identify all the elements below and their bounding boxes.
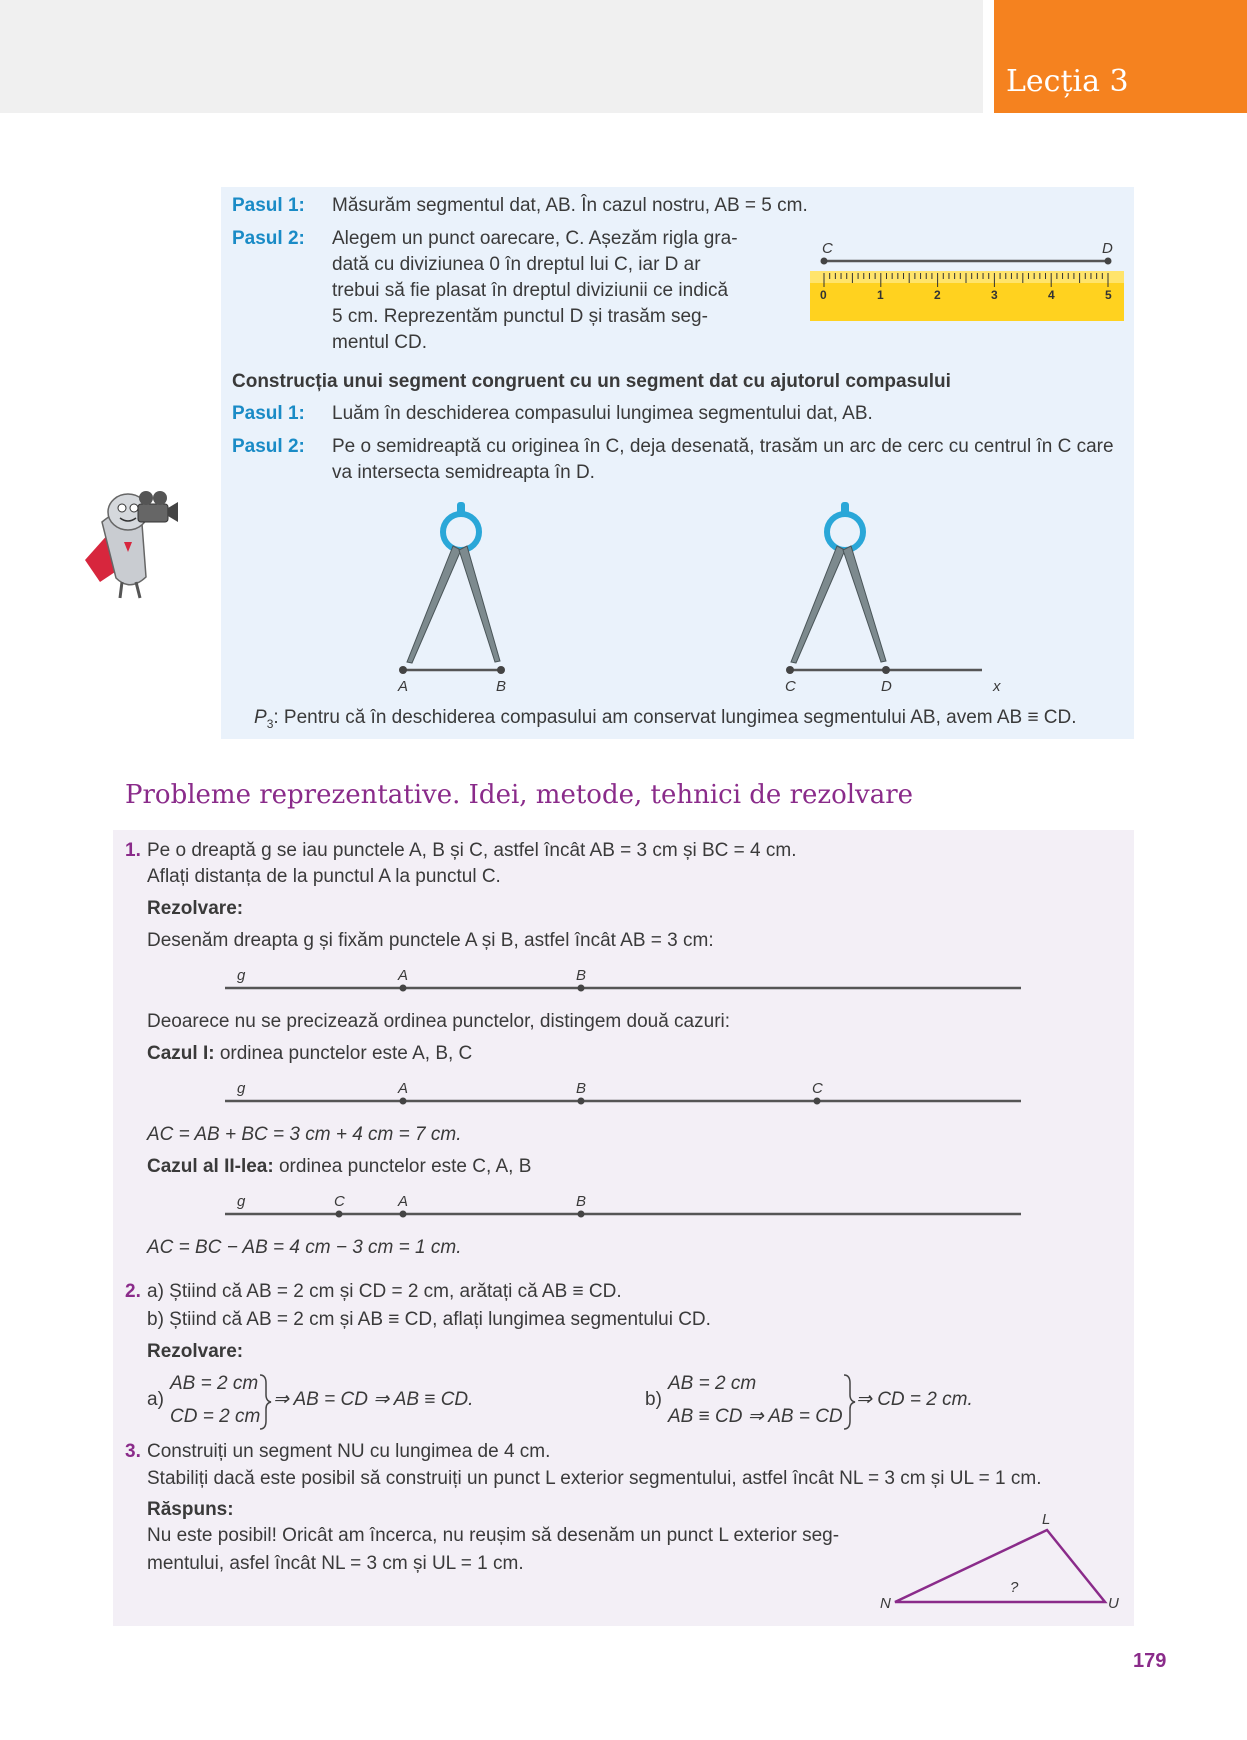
- case1-heading: [147, 1041, 472, 1067]
- compass-step2-line: Pe o semidreaptă cu originea în C, deja desenată, trasăm un arc de cerc cu centrul în C care: [332, 436, 1114, 457]
- case2-heading: [147, 1154, 531, 1180]
- line-b-label-a: A: [398, 1080, 409, 1097]
- ruler-tick-label: 0: [820, 288, 827, 302]
- sol-b-top: AB = 2 cm: [668, 1373, 757, 1394]
- problem3-answer-label: Răspuns:: [147, 1499, 234, 1520]
- case1-text: ordinea punctelor este A, B, C: [214, 1043, 473, 1064]
- compass-figure-ab: [395, 500, 535, 700]
- triangle-label-n: N: [880, 1595, 891, 1612]
- triangle-nul: [875, 1510, 1125, 1610]
- sol-a-result: ⇒ AB = CD ⇒ AB ≡ CD.: [273, 1389, 474, 1410]
- case2-result: AC = BC − AB = 4 cm − 3 cm = 1 cm.: [147, 1237, 462, 1258]
- problem1-line: Aflați distanța de la punctul A la punctul C.: [147, 866, 501, 887]
- step2-line: dată cu diviziunea 0 în dreptul lui C, iar D ar: [332, 254, 701, 275]
- case2-text: ordinea punctelor este C, A, B: [273, 1156, 532, 1177]
- triangle-label-u: U: [1108, 1595, 1119, 1612]
- line-b-label-b: B: [576, 1080, 587, 1097]
- line-c-label-b: B: [576, 1193, 587, 1210]
- sol-b-result: ⇒ CD = 2 cm.: [856, 1389, 973, 1410]
- sol-a-label: a): [147, 1389, 164, 1410]
- compass-figure-cd: [780, 500, 1020, 700]
- ruler-point-c: C: [822, 240, 833, 257]
- ruler-tick-label: 3: [991, 288, 998, 302]
- compass-section-title: Construcția unui segment congruent cu un segment dat cu ajutorul compasului: [232, 371, 951, 392]
- compass-step2-label: Pasul 2:: [232, 436, 305, 457]
- problem1-line: Pe o dreaptă g se iau punctele A, B și C, astfel încât AB = 3 cm și BC = 4 cm.: [147, 840, 797, 861]
- p3-text: : Pentru că în deschiderea compasului am conservat lungimea segmentului AB, avem AB ≡ CD.: [273, 707, 1077, 728]
- step1-text: Măsurăm segmentul dat, AB. În cazul nostru, AB = 5 cm.: [332, 195, 808, 216]
- problem1-draw-text: Desenăm dreapta g și fixăm punctele A și B, astfel încât AB = 3 cm:: [147, 930, 714, 951]
- p3-conclusion: [254, 705, 1077, 737]
- problem2-number: 2.: [125, 1281, 141, 1302]
- page-number: 179: [1133, 1650, 1167, 1672]
- step2-line: 5 cm. Reprezentăm punctul D și trasăm seg-: [332, 306, 708, 327]
- sol-a-brace: [258, 1373, 272, 1431]
- sol-b-label: b): [645, 1389, 662, 1410]
- case1-label: Cazul I:: [147, 1043, 215, 1064]
- line-a-label-g: g: [237, 967, 246, 984]
- problem3-line: Construiți un segment NU cu lungimea de 4 cm.: [147, 1441, 551, 1462]
- mascot-illustration: [80, 482, 190, 607]
- step2-line: Alegem un punct oarecare, C. Așezăm rigla gra-: [332, 228, 738, 249]
- problem3-answer-line: mentului, asfel încât NL = 3 cm și UL = 1 cm.: [147, 1553, 524, 1574]
- fig2-label-d: D: [881, 678, 892, 695]
- step1-label: Pasul 1:: [232, 195, 305, 216]
- problem2-line-a: a) Știind că AB = 2 cm și CD = 2 cm, arătați că AB ≡ CD.: [147, 1281, 622, 1302]
- ruler-tick-label: 1: [877, 288, 884, 302]
- lesson-title: Lecția 3: [1006, 64, 1129, 99]
- step2-line: mentul CD.: [332, 332, 428, 353]
- triangle-label-l: L: [1042, 1511, 1051, 1528]
- problem3-answer-line: Nu este posibil! Oricât am încerca, nu reușim să desenăm un punct L exterior seg-: [147, 1525, 840, 1546]
- compass-step1-label: Pasul 1:: [232, 403, 305, 424]
- line-g-abc: [225, 1077, 1025, 1107]
- line-a-label-a: A: [398, 967, 409, 984]
- fig2-label-c: C: [785, 678, 796, 695]
- ruler-tick-label: 4: [1048, 288, 1055, 302]
- line-c-label-a: A: [398, 1193, 409, 1210]
- line-c-label-c: C: [334, 1193, 345, 1210]
- ruler-figure: [810, 235, 1124, 325]
- case1-result: AC = AB + BC = 3 cm + 4 cm = 7 cm.: [147, 1124, 462, 1145]
- sol-a-bottom: CD = 2 cm: [170, 1406, 261, 1427]
- p3-label: P: [254, 707, 267, 728]
- fig1-label-b: B: [496, 678, 507, 695]
- line-c-label-g: g: [237, 1193, 246, 1210]
- problem2-line-b: b) Știind că AB = 2 cm și AB ≡ CD, aflați lungimea segmentului CD.: [147, 1309, 711, 1330]
- line-a-label-b: B: [576, 967, 587, 984]
- problem1-solution-label: Rezolvare:: [147, 898, 244, 919]
- fig1-label-a: A: [398, 678, 409, 695]
- compass-step1-text: Luăm în deschiderea compasului lungimea segmentului dat, AB.: [332, 403, 873, 424]
- section-title: Probleme reprezentative. Idei, metode, tehnici de rezolvare: [125, 780, 914, 810]
- triangle-question-mark: ?: [1010, 1579, 1019, 1596]
- line-g-ab: [225, 964, 1025, 994]
- step2-line: trebui să fie plasat în dreptul diviziunii ce indică: [332, 280, 729, 301]
- header-bar: [0, 0, 983, 113]
- sol-a-top: AB = 2 cm: [170, 1373, 259, 1394]
- sol-b-brace: [842, 1373, 856, 1431]
- case2-label: Cazul al II-lea:: [147, 1156, 274, 1177]
- ruler-point-d: D: [1102, 240, 1113, 257]
- line-g-cab: [225, 1190, 1025, 1220]
- p3-subscript: 3: [266, 716, 274, 731]
- ruler-tick-label: 5: [1105, 288, 1112, 302]
- problem3-number: 3.: [125, 1441, 141, 1462]
- sol-b-bottom: AB ≡ CD ⇒ AB = CD: [668, 1406, 843, 1427]
- problem1-number: 1.: [125, 840, 141, 861]
- compass-step2-line: va intersecta semidreapta în D.: [332, 462, 595, 483]
- problem2-solution-label: Rezolvare:: [147, 1341, 244, 1362]
- line-b-label-c: C: [812, 1080, 823, 1097]
- step2-label: Pasul 2:: [232, 228, 305, 249]
- lesson-badge: [994, 0, 1247, 113]
- fig2-label-x: x: [993, 678, 1001, 695]
- ruler-tick-label: 2: [934, 288, 941, 302]
- problem3-line: Stabiliți dacă este posibil să construiți un punct L exterior segmentului, astfel încât NL = 3 cm și UL = 1 cm.: [147, 1468, 1042, 1489]
- problem1-note: Deoarece nu se precizează ordinea punctelor, distingem două cazuri:: [147, 1011, 731, 1032]
- line-b-label-g: g: [237, 1080, 246, 1097]
